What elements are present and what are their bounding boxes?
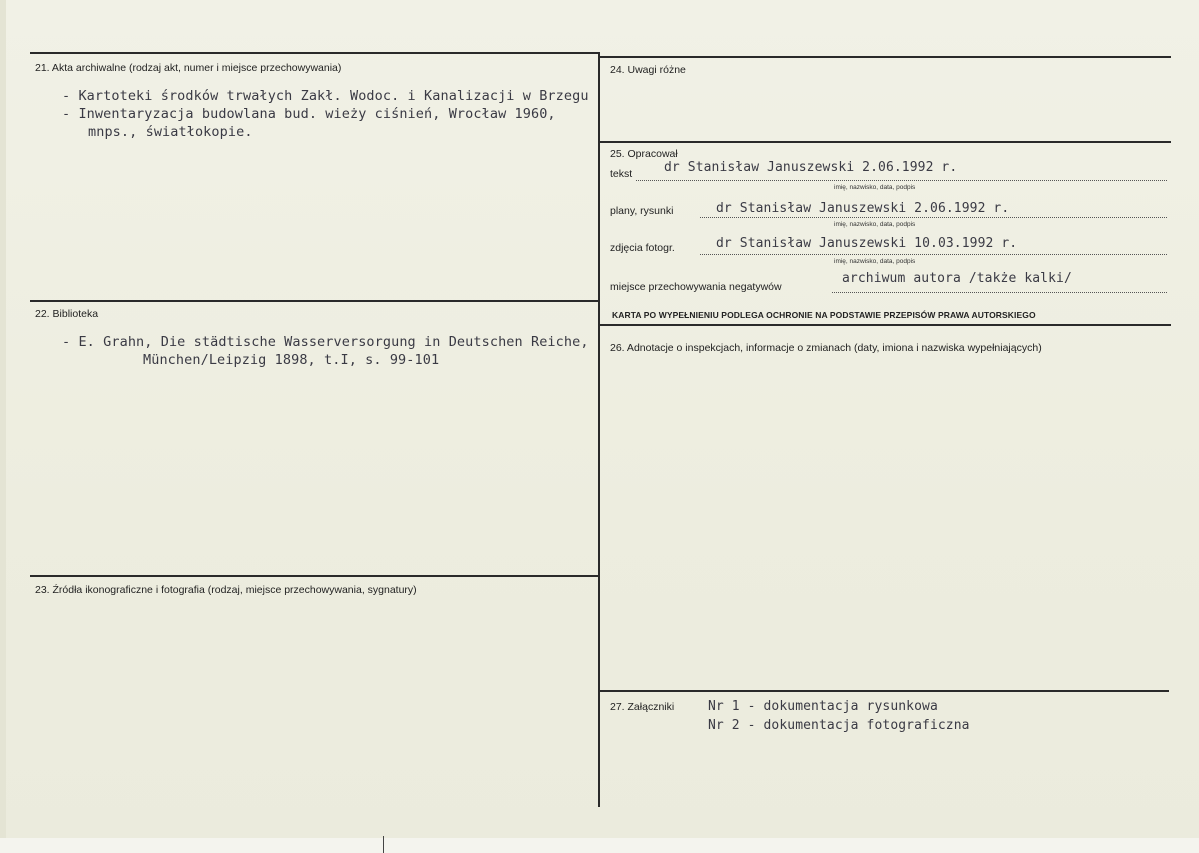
section-22-entry-2: München/Leipzig 1898, t.I, s. 99-101 bbox=[143, 352, 440, 368]
tekst-hint: imię, nazwisko, data, podpis bbox=[834, 184, 916, 191]
top-rule-right bbox=[600, 56, 1171, 58]
top-rule-left bbox=[30, 52, 600, 54]
section-26-label: 26. Adnotacje o inspekcjach, informacje o zmianach (daty, imiona i nazwiska wypełniających) bbox=[610, 342, 1042, 354]
tekst-value: dr Stanisław Januszewski 2.06.1992 r. bbox=[664, 160, 958, 175]
plany-dotted-line bbox=[700, 217, 1167, 218]
section-21-label: 21. Akta archiwalne (rodzaj akt, numer i miejsce przechowywania) bbox=[35, 62, 342, 74]
section-21-entry-2: - Inwentaryzacja budowlana bud. wieży ciśnień, Wrocław 1960, bbox=[62, 106, 556, 122]
rule-27 bbox=[600, 690, 1169, 692]
section-21-entry-3: mnps., światłokopie. bbox=[88, 124, 253, 140]
negatywy-label: miejsce przechowywania negatywów bbox=[610, 281, 782, 293]
center-divider bbox=[598, 52, 600, 807]
zdjecia-value: dr Stanisław Januszewski 10.03.1992 r. bbox=[716, 236, 1018, 251]
zdjecia-dotted-line bbox=[700, 254, 1167, 255]
rule-26-top bbox=[600, 324, 1171, 326]
rule-23 bbox=[30, 575, 600, 577]
plany-hint: imię, nazwisko, data, podpis bbox=[834, 221, 916, 228]
section-22-entry-1: - E. Grahn, Die städtische Wasserversorgung in Deutschen Reiche, bbox=[62, 334, 589, 350]
zdjecia-label: zdjęcia fotogr. bbox=[610, 242, 675, 254]
rule-22 bbox=[30, 300, 600, 302]
fold-mark bbox=[383, 836, 384, 853]
rule-25 bbox=[600, 141, 1171, 143]
section-25-label: 25. Opracował bbox=[610, 148, 678, 160]
negatywy-value: archiwum autora /także kalki/ bbox=[842, 271, 1072, 286]
attachment-1: Nr 1 - dokumentacja rysunkowa bbox=[708, 699, 938, 714]
zdjecia-hint: imię, nazwisko, data, podpis bbox=[834, 258, 916, 265]
paper-bottom-edge bbox=[0, 838, 1199, 853]
tekst-dotted-line bbox=[636, 180, 1167, 181]
tekst-label: tekst bbox=[610, 168, 633, 180]
section-24-label: 24. Uwagi różne bbox=[610, 64, 686, 76]
copyright-notice: KARTA PO WYPEŁNIENIU PODLEGA OCHRONIE NA PODSTAWIE PRZEPISÓW PRAWA AUTORSKIEGO bbox=[612, 310, 1036, 320]
attachment-2: Nr 2 - dokumentacja fotograficzna bbox=[708, 718, 970, 733]
plany-value: dr Stanisław Januszewski 2.06.1992 r. bbox=[716, 201, 1010, 216]
section-22-label: 22. Biblioteka bbox=[35, 308, 99, 320]
plany-label: plany, rysunki bbox=[610, 205, 674, 217]
section-27-label: 27. Załączniki bbox=[610, 701, 675, 713]
section-23-label: 23. Źródła ikonograficzne i fotografia (rodzaj, miejsce przechowywania, sygnatury) bbox=[35, 584, 417, 596]
paper-left-edge bbox=[0, 0, 6, 853]
section-21-entry-1: - Kartoteki środków trwałych Zakł. Wodoc. i Kanalizacji w Brzegu bbox=[62, 88, 589, 104]
negatywy-dotted-line bbox=[832, 292, 1167, 293]
